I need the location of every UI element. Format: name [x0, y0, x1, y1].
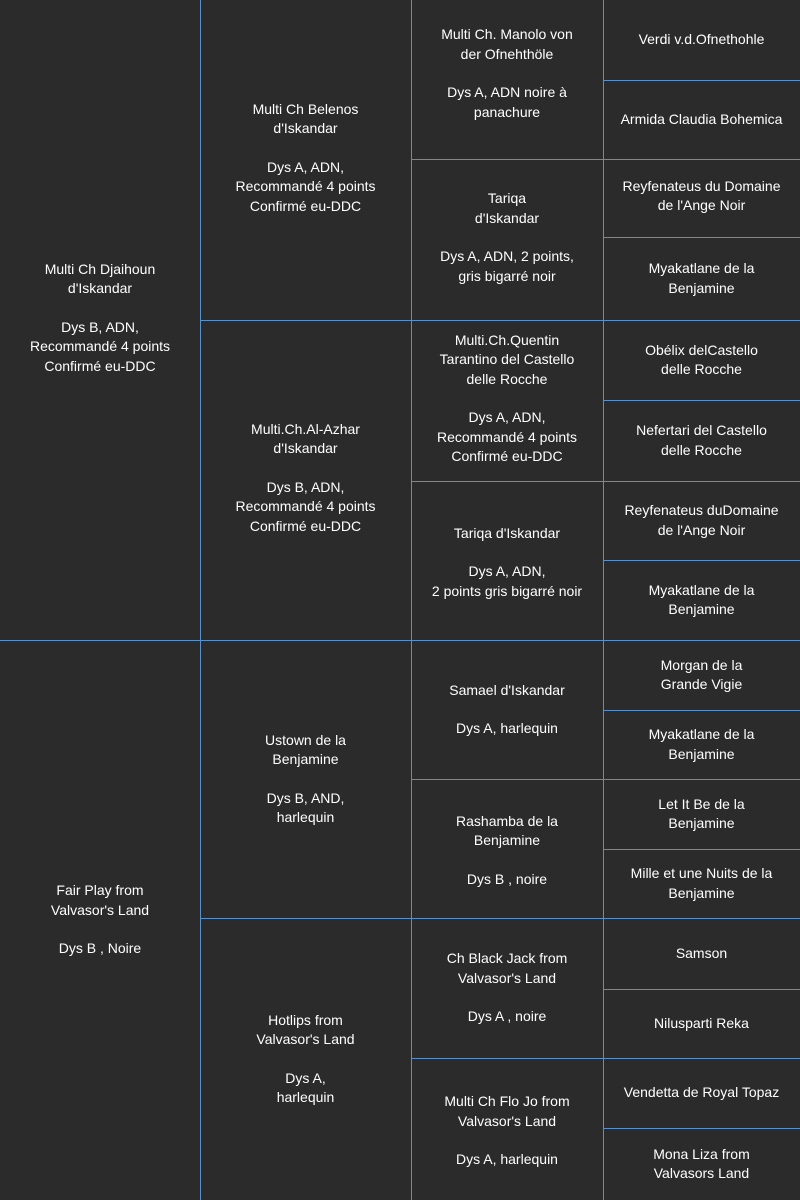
- pedigree-cell-gen3-sire: [411, 0, 603, 159]
- dog-health-details: Dys A, harlequin: [276, 1069, 335, 1105]
- dog-name: Verdi v.d.Ofnethohle: [638, 31, 765, 48]
- row-divider: [603, 159, 800, 160]
- pedigree-cell-gen2-sire: [200, 640, 411, 918]
- dog-entry: [235, 100, 375, 217]
- dog-name: Multi.Ch.Quentin Tarantino del Castello delle Rocche: [439, 331, 575, 387]
- dog-entry: [636, 421, 767, 460]
- dog-name: Reyfenateus du Domaine de l'Ange Noir: [622, 177, 781, 213]
- dog-name: Tariqa d'Iskandar: [474, 190, 540, 226]
- dog-entry: [631, 864, 773, 903]
- row-divider: [603, 918, 800, 919]
- dog-entry: [653, 1145, 749, 1184]
- dog-entry: [624, 501, 778, 540]
- pedigree-cell-gen3-sire: [411, 918, 603, 1058]
- dog-entry: [256, 1011, 354, 1108]
- dog-name: Reyfenateus duDomaine de l'Ange Noir: [624, 502, 779, 538]
- dog-health-details: Dys B, ADN, Recommandé 4 points Confirmé eu-DDC: [235, 478, 376, 534]
- dog-name: Rashamba de la Benjamine: [456, 812, 558, 849]
- dog-health-details: Dys B , Noire: [58, 940, 142, 957]
- pedigree-cell-gen3-dam: [411, 481, 603, 640]
- dog-health-details: Dys A, ADN, 2 points, gris bigarré noir: [440, 248, 574, 284]
- dog-entry: [639, 30, 765, 50]
- pedigree-cell-gen4-sire: [603, 320, 800, 400]
- dog-health-details: Dys B , noire: [466, 870, 548, 887]
- row-divider: [603, 400, 800, 401]
- row-divider: [603, 1058, 800, 1059]
- dog-entry: [437, 331, 577, 467]
- pedigree-cell-gen1-dam: [0, 640, 200, 1200]
- dog-name: Ustown de la Benjamine: [265, 731, 346, 767]
- column-divider: [411, 0, 412, 1200]
- dog-entry: [624, 1083, 779, 1103]
- dog-entry: [645, 341, 758, 380]
- dog-health-details: Dys A, ADN, Recommandé 4 points Confirmé eu-DDC: [436, 409, 578, 464]
- dog-entry: [447, 949, 568, 1027]
- pedigree-cell-gen3-dam: [411, 779, 603, 918]
- dog-entry: [235, 420, 375, 537]
- pedigree-cell-gen4-sire: [603, 1058, 800, 1128]
- row-divider: [603, 80, 800, 81]
- dog-entry: [432, 524, 582, 602]
- dog-health-details: Dys A, harlequin: [456, 1151, 558, 1168]
- row-divider: [603, 1128, 800, 1129]
- pedigree-cell-gen4-dam: [603, 849, 800, 918]
- dog-entry: [30, 260, 170, 377]
- pedigree-cell-gen4-sire: [603, 0, 800, 80]
- dog-name: Myakatlane de la Benjamine: [648, 581, 755, 617]
- row-divider: [603, 481, 800, 482]
- row-divider: [603, 237, 800, 238]
- dog-entry: [441, 25, 573, 122]
- dog-entry: [661, 656, 743, 695]
- dog-health-details: Dys A, ADN, Recommandé 4 points Confirmé eu-DDC: [235, 158, 376, 214]
- dog-name: Morgan de la Grande Vigie: [660, 656, 743, 692]
- dog-name: Nefertari del Castello delle Rocche: [636, 422, 767, 458]
- dog-name: Vendetta de Royal Topaz: [623, 1084, 780, 1101]
- dog-name: Multi Ch Belenos d'Iskandar: [252, 100, 359, 137]
- dog-name: Fair Play from Valvasor's Land: [50, 882, 150, 918]
- dog-health-details: Dys B, AND, harlequin: [266, 789, 345, 825]
- dog-name: Myakatlane de la Benjamine: [648, 260, 755, 296]
- pedigree-cell-gen4-dam: [603, 237, 800, 320]
- dog-name: Samson: [675, 944, 728, 961]
- dog-name: Multi Ch. Manolo von der Ofnehthöle: [441, 26, 573, 62]
- pedigree-cell-gen4-dam: [603, 710, 800, 779]
- pedigree-cell-gen4-sire: [603, 640, 800, 710]
- pedigree-cell-gen4-sire: [603, 481, 800, 560]
- dog-entry: [658, 795, 744, 834]
- dog-entry: [456, 812, 558, 890]
- dog-name: Multi.Ch.Al-Azhar d'Iskandar: [251, 420, 360, 457]
- dog-name: Myakatlane de la Benjamine: [648, 726, 755, 762]
- dog-name: Mona Liza from Valvasors Land: [653, 1145, 750, 1181]
- row-divider: [603, 560, 800, 561]
- dog-entry: [51, 881, 149, 959]
- pedigree-cell-gen4-dam: [603, 1128, 800, 1200]
- pedigree-cell-gen4-sire: [603, 779, 800, 849]
- dog-name: Mille et une Nuits de la Benjamine: [630, 865, 773, 901]
- column-divider: [200, 0, 201, 1200]
- pedigree-cell-gen2-dam: [200, 918, 411, 1200]
- row-divider: [603, 710, 800, 711]
- dog-entry: [623, 177, 781, 216]
- dog-entry: [649, 581, 755, 620]
- dog-entry: [440, 189, 574, 286]
- dog-health-details: Dys A , noire: [467, 1008, 547, 1025]
- row-divider: [603, 320, 800, 321]
- dog-name: Armida Claudia Bohemica: [620, 110, 783, 127]
- pedigree-cell-gen3-dam: [411, 159, 603, 320]
- pedigree-cell-gen4-dam: [603, 989, 800, 1058]
- pedigree-cell-gen4-dam: [603, 560, 800, 640]
- pedigree-cell-gen3-sire: [411, 320, 603, 481]
- dog-name: Multi Ch Flo Jo from Valvasor's Land: [444, 1093, 570, 1129]
- dog-entry: [449, 681, 565, 739]
- dog-health-details: Dys A, ADN noire à panachure: [447, 84, 567, 120]
- pedigree-cell-gen3-dam: [411, 1058, 603, 1200]
- dog-name: Tariqa d'Iskandar: [453, 524, 561, 541]
- dog-name: Multi Ch Djaihoun d'Iskandar: [44, 260, 156, 297]
- dog-entry: [649, 725, 755, 764]
- row-divider: [603, 779, 800, 780]
- dog-name: Hotlips from Valvasor's Land: [256, 1011, 355, 1047]
- dog-entry: [265, 731, 346, 828]
- column-divider: [603, 0, 604, 1200]
- dog-name: Samael d'Iskandar: [449, 681, 565, 698]
- dog-name: Let It Be de la Benjamine: [658, 795, 745, 831]
- dog-entry: [621, 110, 783, 130]
- pedigree-cell-gen4-sire: [603, 159, 800, 237]
- dog-health-details: Dys A, harlequin: [456, 720, 558, 736]
- pedigree-cell-gen1-sire: [0, 0, 200, 640]
- pedigree-cell-gen4-dam: [603, 80, 800, 159]
- pedigree-cell-gen3-sire: [411, 640, 603, 779]
- pedigree-cell-gen4-dam: [603, 400, 800, 481]
- dog-entry: [444, 1092, 569, 1170]
- row-divider: [603, 849, 800, 850]
- dog-name: Nilusparti Reka: [654, 1014, 749, 1031]
- pedigree-cell-gen4-sire: [603, 918, 800, 989]
- dog-entry: [654, 1014, 749, 1034]
- pedigree-cell-gen2-dam: [200, 320, 411, 640]
- dog-health-details: Dys A, ADN, 2 points gris bigarré noir: [431, 563, 583, 599]
- dog-name: Obélix delCastello delle Rocche: [645, 341, 758, 377]
- dog-entry: [676, 944, 727, 964]
- dog-name: Ch Black Jack from Valvasor's Land: [446, 950, 568, 986]
- row-divider: [603, 989, 800, 990]
- pedigree-cell-gen2-sire: [200, 0, 411, 320]
- dog-entry: [649, 259, 755, 298]
- dog-health-details: Dys B, ADN, Recommandé 4 points Confirmé eu-DDC: [29, 318, 171, 374]
- row-divider: [603, 640, 800, 641]
